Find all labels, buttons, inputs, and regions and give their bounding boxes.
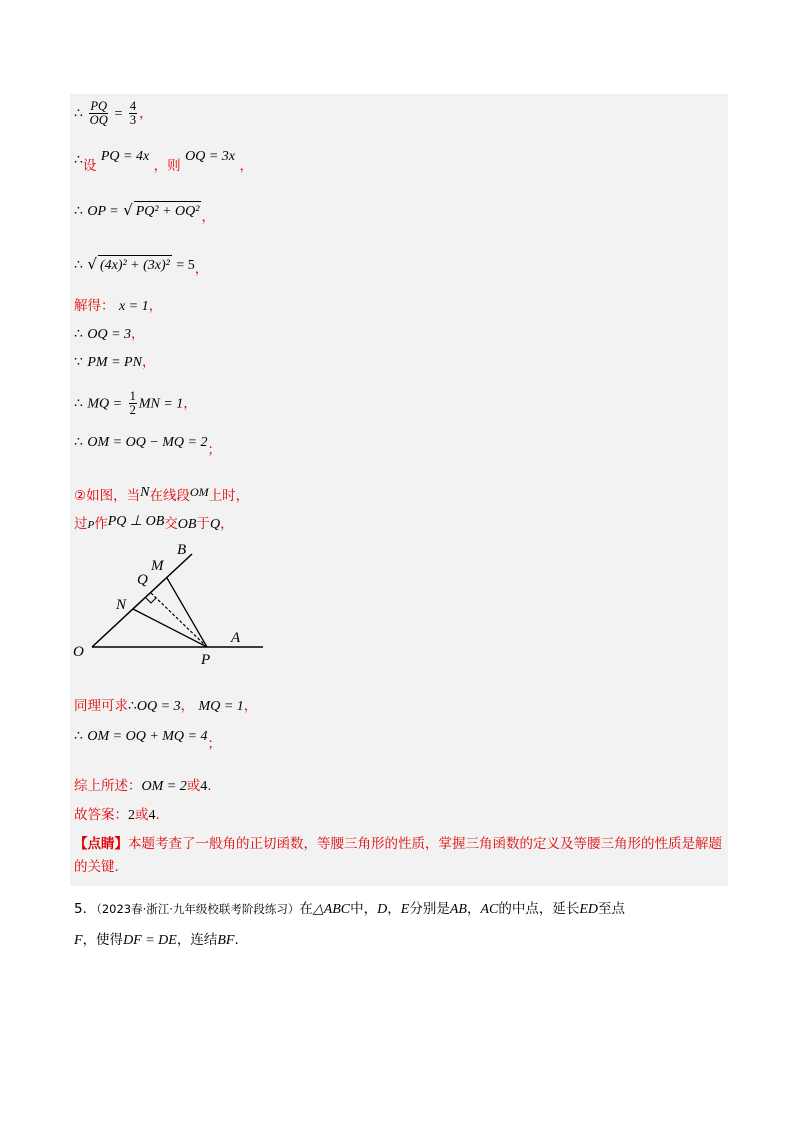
geometry-figure xyxy=(70,540,280,670)
segment-pq-dashed xyxy=(151,593,207,647)
fraction-pq-oq: $\frac{PQ}{OQ}$ xyxy=(89,99,108,127)
step-let: ∴设 PQ = 4x ，则 OQ = 3x ， xyxy=(74,149,253,174)
label-m: M xyxy=(151,558,164,574)
step-pythagoras: ∴ OP = √ PQ² + OQ² ， xyxy=(74,201,215,225)
step-solve: 解得： x = 1， xyxy=(74,298,163,314)
case-2-intro: ②如图，当N在线段OM上时， xyxy=(74,485,250,504)
question-source: （2023春·浙江·九年级校联考阶段练习） xyxy=(96,902,300,916)
step-similar: 同理可求∴OQ = 3， MQ = 1， xyxy=(74,698,258,714)
label-n: N xyxy=(116,597,127,613)
right-angle-mark xyxy=(146,598,156,603)
label-q: Q xyxy=(137,572,148,588)
ray-ob xyxy=(92,554,192,647)
step-oq: ∴ OQ = 3， xyxy=(74,326,145,342)
step-pm-pn: ∵ PM = PN， xyxy=(74,354,156,370)
therefore-symbol: ∴ xyxy=(74,105,83,122)
label-o: O xyxy=(73,644,84,660)
fraction-value: $\frac{4}{3}$ xyxy=(129,99,137,127)
step-equation: ∴ √ (4x)² + (3x)² = 5， xyxy=(74,255,209,277)
key-point-note: 【点睛】本题考查了一般角的正切函数，等腰三角形的性质，掌握三角函数的定义及等腰三角形的性质是解题的关键. xyxy=(74,836,722,875)
fraction-half: $\frac{1}{2}$ xyxy=(129,389,136,417)
question-5: 5．（2023春·浙江·九年级校联考阶段练习）在△ABC中，D，E分别是AB，AC的中点，延长ED至点 F，使得DF = DE，连结BF. xyxy=(74,901,625,948)
step-om-4: ∴ OM = OQ + MQ = 4； xyxy=(74,728,221,752)
step-om-2: ∴ OM = OQ − MQ = 2； xyxy=(74,434,221,458)
key-point-tag: 【点睛】 xyxy=(74,836,128,852)
label-p: P xyxy=(201,652,211,668)
step-ratio: ∴ $\frac{PQ}{OQ}$ = $\frac{4}{3}$ ， xyxy=(74,99,153,127)
answer: 故答案：2或4. xyxy=(74,807,160,823)
case-2-construct: 过P作PQ ⊥ OB交OB于Q， xyxy=(74,514,234,532)
step-mq: ∴ MQ = $\frac{1}{2}$ MN = 1， xyxy=(74,389,197,417)
label-b: B xyxy=(177,542,187,558)
label-a: A xyxy=(231,630,241,646)
summary: 综上所述：OM = 2或4. xyxy=(74,778,212,794)
